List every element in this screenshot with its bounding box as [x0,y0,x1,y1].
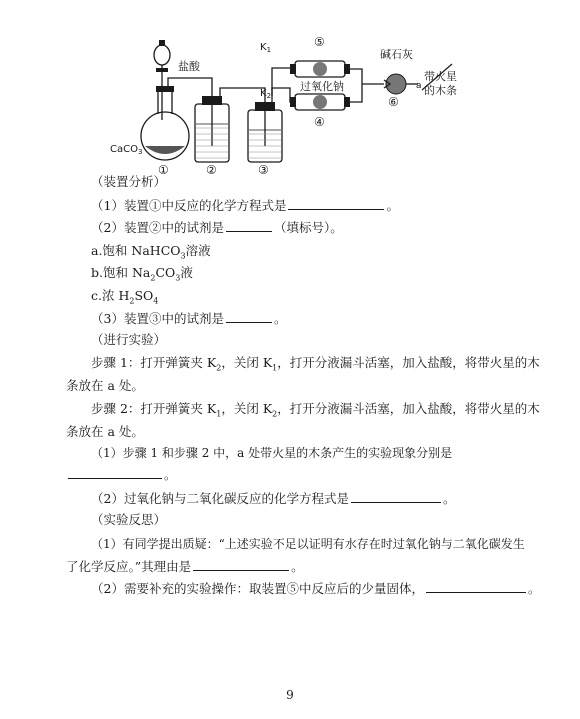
question-na2o2-equation: （2）过氧化钠与二氧化碳反应的化学方程式是 。 [91,491,456,506]
answer-blank[interactable] [288,197,384,210]
answer-blank[interactable] [226,219,272,232]
option-b: b.饱和 $Na_2CO_3$液 [91,265,193,283]
label-3: ③ [258,163,269,177]
label-6: ⑥ [388,95,399,109]
k2-label: $K_2$ [260,88,272,100]
splint-label-line2: 的木条 [424,84,457,97]
option-c: c.浓 $H_2SO_4$ [91,288,159,306]
section-apparatus-analysis: （装置分析） [91,174,167,189]
caco3-label: CaCO$_3$ [110,144,143,156]
option-a: a.饱和 NaHCO$_3$溶液 [91,243,211,261]
soda-lime-label: 碱石灰 [380,48,413,61]
answer-blank[interactable] [193,558,289,571]
question-2-reagent: （2）装置②中的试剂是 （填标号）。 [91,220,343,235]
answer-blank[interactable] [226,310,272,323]
acid-label: 盐酸 [178,60,200,73]
step-2-line1: 步骤 2：打开弹簧夹 $K_1$，关闭 $K_2$，打开分液漏斗活塞，加入盐酸，将带火星的木 [91,401,540,419]
step-1-line2: 条放在 a 处。 [66,378,144,393]
reflection-1-line2: 了化学反应。”其理由是 。 [66,559,304,574]
section-experiment: （进行实验） [91,332,167,347]
tube-4 [290,94,350,110]
answer-blank[interactable] [68,466,162,479]
label-2: ② [206,163,217,177]
question-phenomenon: （1）步骤 1 和步骤 2 中，a 处带火星的木条产生的实验现象分别是 [91,446,453,460]
step-1-line1: 步骤 1：打开弹簧夹 $K_2$，关闭 $K_1$，打开分液漏斗活塞，加入盐酸，将带火星的木 [91,355,540,373]
label-4: ④ [314,115,325,129]
apparatus-diagram [100,28,480,178]
question-3-reagent: （3）装置③中的试剂是 。 [91,311,287,326]
label-5: ⑤ [314,35,325,49]
reflection-1-line1: （1）有同学提出质疑：“上述实验不足以证明有水存在时过氧化钠与二氧化碳发生 [91,537,525,551]
reflection-2: （2）需要补充的实验操作：取装置⑤中反应后的少量固体， 。 [91,581,541,596]
na2o2-label: 过氧化钠 [300,80,344,93]
drying-tube-6 [384,74,418,94]
flask-1 [141,86,189,160]
question-phenomenon-answer: 。 [66,466,580,483]
point-a-label: a [416,81,422,91]
page-number: 9 [286,688,294,702]
answer-blank[interactable] [351,490,441,503]
step-2-line2: 条放在 a 处。 [66,424,144,439]
label-1: ① [158,163,169,177]
question-1-equation: （1）装置①中反应的化学方程式是 。 [91,198,399,213]
tube-5 [290,61,350,77]
k1-label: $K_1$ [260,42,272,54]
answer-blank[interactable] [426,580,526,593]
section-reflection: （实验反思） [91,512,167,527]
splint-label-line1: 带火星 [424,70,457,83]
